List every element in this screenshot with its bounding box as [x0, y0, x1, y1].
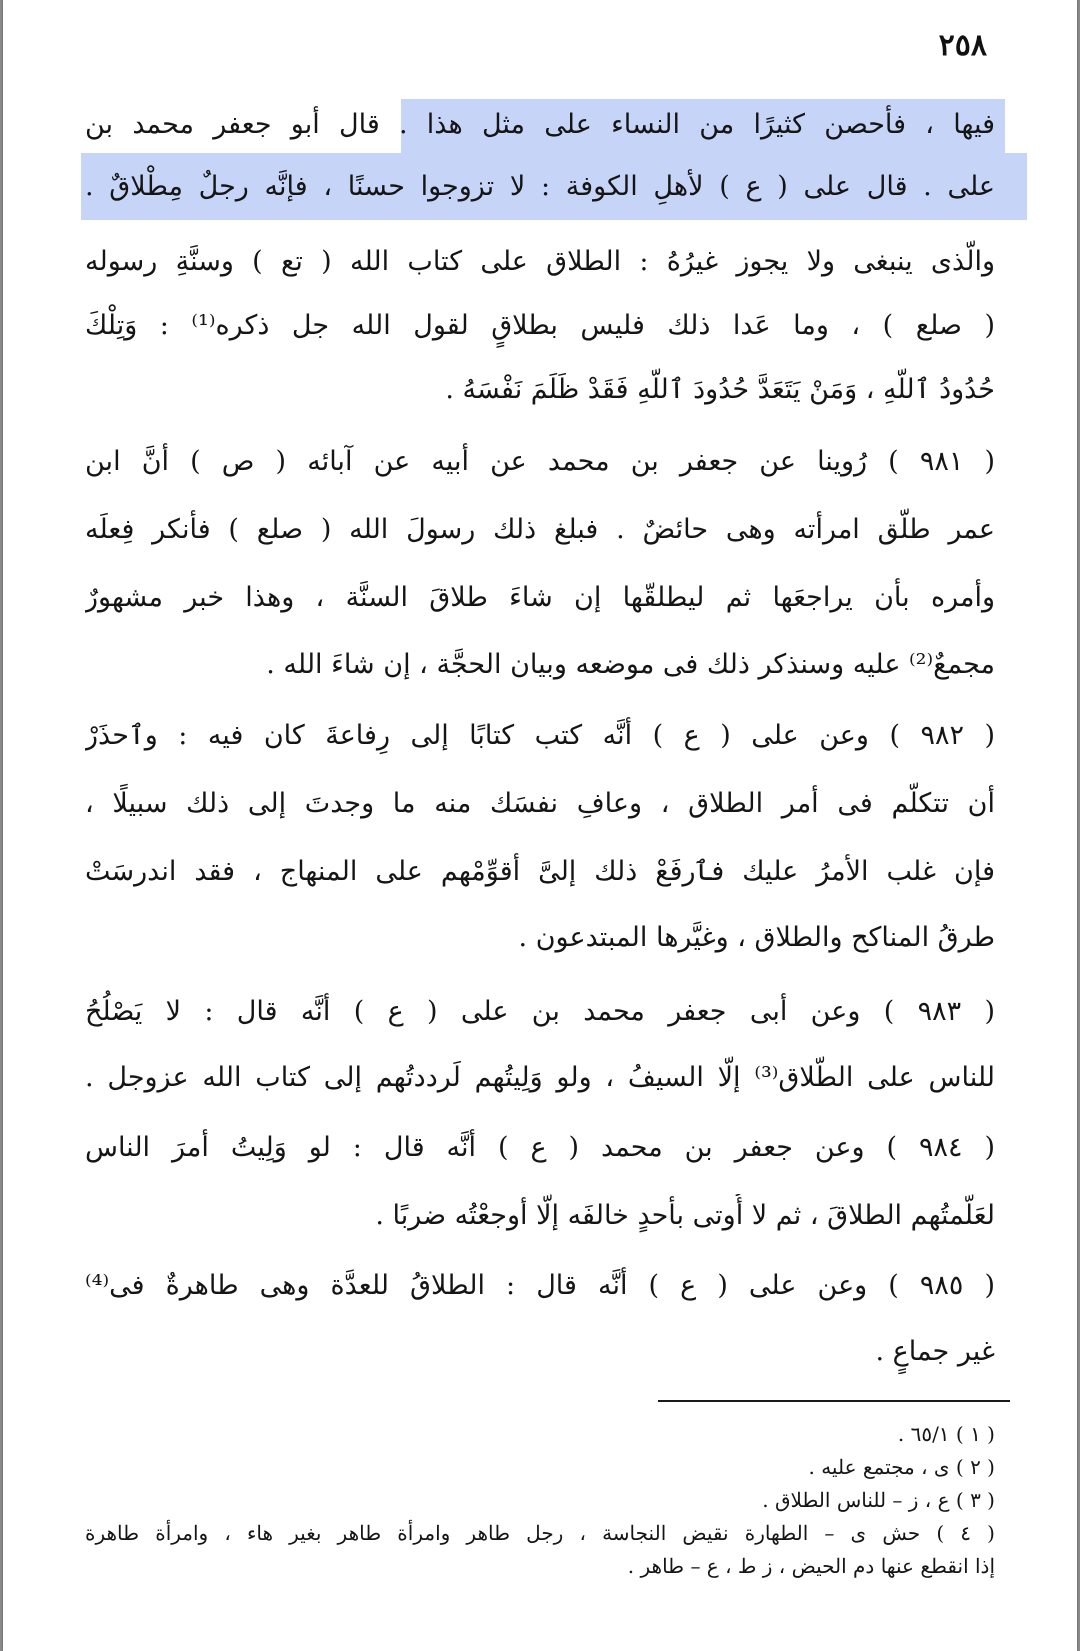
text-line: مجمعٌ⁽²⁾ عليه وسنذكر ذلك فى موضعه وبيان الحجَّة ، إن شاءَ الله . — [266, 649, 995, 680]
text-line: ( ٩٨٣ ) وعن أبى جعفر محمد بن على ( ع ) أنَّه قال : لا يَصْلُحُ — [85, 996, 995, 1027]
text-line: حُدُودُ ٱللَّهِ ، وَمَنْ يَتَعَدَّ حُدُودَ ٱللَّهِ فَقَدْ ظَلَمَ نَفْسَهُ . — [445, 374, 995, 405]
text-line: غير جماعٍ . — [875, 1336, 995, 1367]
footnote-continuation: إذا انقطع عنها دم الحيض ، ز ط ، ع – طاهر . — [627, 1554, 995, 1578]
text-line: والَّذى ينبغى ولا يجوز غيرُهُ : الطلاق على كتاب الله ( تع ) وسنَّةِ رسوله — [85, 246, 995, 277]
text-line: ( صلع ) ، وما عَدا ذلك فليس بطلاقٍ لقول الله جل ذكره⁽¹⁾ : وَتِلْكَ — [85, 310, 995, 341]
text-line: عمر طلَّق امرأته وهى حائضٌ . فبلغ ذلك رسولَ الله ( صلع ) فأنكر فِعلَه — [85, 514, 995, 545]
footnote: ( ٢ ) ى ، مجتمع عليه . — [808, 1455, 995, 1479]
footnote-separator — [658, 1400, 1010, 1402]
page-number: ٢٥٨ — [938, 28, 987, 63]
text-line: ( ٩٨٤ ) وعن جعفر بن محمد ( ع ) أنَّه قال : لو وَلِيتُ أمرَ الناس — [85, 1132, 995, 1163]
text-line: للناس على الطَّلاق⁽³⁾ إلَّا السيفُ ، ولو وَلِيتُهم لَرددتُهم إلى كتاب الله عزوجل . — [85, 1062, 995, 1093]
footnote: ( ١ ) ٦٥/١ . — [897, 1422, 995, 1446]
text-line: ( ٩٨١ ) رُوينا عن جعفر بن محمد عن أبيه عن آبائه ( ص ) أنَّ ابن — [85, 446, 995, 477]
text-line: طرقُ المناكح والطلاق ، وغيَّرها المبتدعون . — [518, 922, 995, 953]
text-line: ( ٩٨٢ ) وعن على ( ع ) أنَّه كتب كتابًا إلى رِفاعةَ كان فيه : وٱحذَرْ — [85, 720, 995, 751]
footnote: ( ٣ ) ع ، ز – للناس الطلاق . — [762, 1488, 995, 1512]
text-line: فإن غلب الأمرُ عليك فٱرفَعْ ذلك إلىَّ أقوِّمْهم على المنهاج ، فقد اندرسَتْ — [85, 856, 995, 887]
text-line: وأمره بأن يراجعَها ثم ليطلقّها إن شاءَ طلاقَ السنَّة ، وهذا خبر مشهورٌ — [85, 582, 995, 613]
text-line[interactable]: فيها ، فأحصن كثيرًا من النساء على مثل هذا . قال أبو جعفر محمد بن — [85, 109, 995, 140]
text-line: أن تتكلَّم فى أمر الطلاق ، وعافِ نفسَك منه ما وجدتَ إلى ذلك سبيلًا ، — [85, 788, 995, 819]
footnote: ( ٤ ) حش ى – الطهارة نقيض النجاسة ، رجل طاهر وامرأة طاهر بغير هاء ، وامرأة طاهرة — [85, 1521, 995, 1545]
text-line: ( ٩٨٥ ) وعن على ( ع ) أنَّه قال : الطلاقُ للعدَّة وهى طاهرةٌ فى⁽⁴⁾ — [85, 1270, 995, 1301]
text-line: لعَلَّمتُهم الطلاقَ ، ثم لا أُوتى بأحدٍ خالفَه إلَّا أوجعْتُه ضربًا . — [375, 1200, 995, 1231]
book-page — [3, 0, 1077, 1651]
text-line[interactable]: على . قال على ( ع ) لأهلِ الكوفة : لا تزوجوا حسنًا ، فإنَّه رجلٌ مِطْلاقٌ . — [85, 171, 995, 202]
